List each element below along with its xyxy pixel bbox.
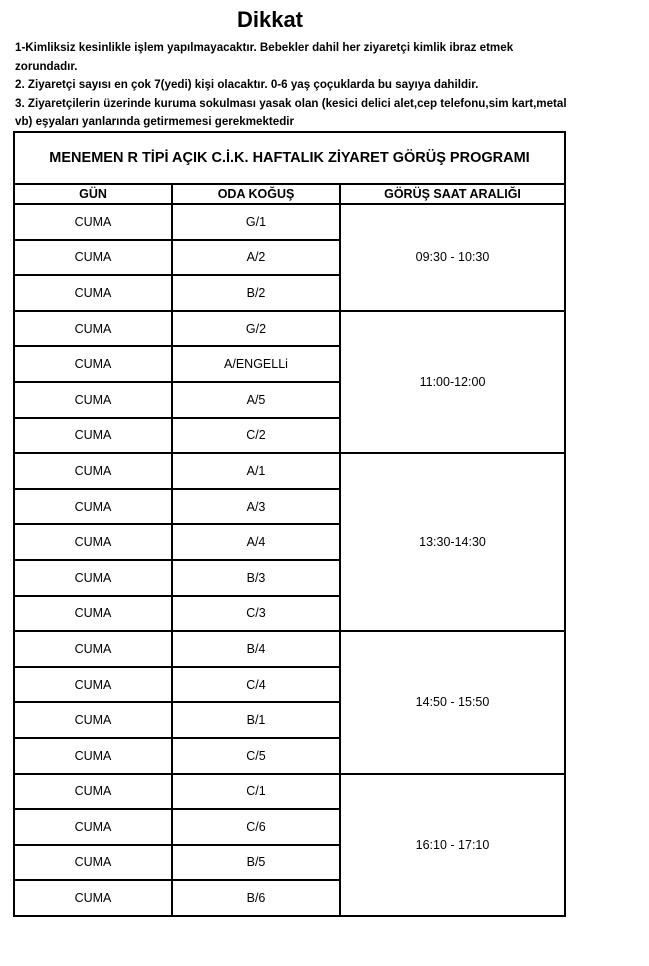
day-cell: CUMA <box>14 311 172 347</box>
day-cell: CUMA <box>14 204 172 240</box>
table-row <box>14 631 565 667</box>
room-cell: C/4 <box>172 667 340 703</box>
note-1: 1-Kimliksiz kesinlikle işlem yapılmayacaktır. Bebekler dahil her ziyaretçi kimlik ibraz etmek zorundadır. <box>15 41 514 73</box>
room-cell: G/1 <box>172 204 340 240</box>
day-cell: CUMA <box>14 631 172 667</box>
note-3: 3. Ziyaretçilerin üzerinde kuruma sokulması yasak olan (kesici delici alet,cep telefonu,sim kart,metal vb) eşyaları yanlarında getirmemesi gerekmektedir <box>15 96 567 129</box>
day-cell: CUMA <box>14 240 172 276</box>
column-header-room: ODA KOĞUŞ <box>172 184 340 204</box>
room-cell: B/1 <box>172 702 340 738</box>
time-slot-cell: 09:30 - 10:30 <box>340 204 565 311</box>
day-cell: CUMA <box>14 453 172 489</box>
room-cell: C/2 <box>172 418 340 454</box>
room-cell: A/1 <box>172 453 340 489</box>
room-cell: A/5 <box>172 382 340 418</box>
room-cell: B/5 <box>172 845 340 881</box>
day-cell: CUMA <box>14 738 172 774</box>
table-heading: MENEMEN R TİPİ AÇIK C.İ.K. HAFTALIK ZİYARET GÖRÜŞ PROGRAMI <box>14 132 565 184</box>
day-cell: CUMA <box>14 809 172 845</box>
day-cell: CUMA <box>14 418 172 454</box>
room-cell: C/1 <box>172 774 340 810</box>
notes-block <box>15 39 575 132</box>
day-cell: CUMA <box>14 845 172 881</box>
note-2: 2. Ziyaretçi sayısı en çok 7(yedi) kişi olacaktır. 0-6 yaş çoçuklarda bu sayıya dahildir. <box>15 78 479 92</box>
room-cell: B/6 <box>172 880 340 916</box>
day-cell: CUMA <box>14 346 172 382</box>
column-header-day: GÜN <box>14 184 172 204</box>
day-cell: CUMA <box>14 489 172 525</box>
time-slot-cell: 14:50 - 15:50 <box>340 631 565 773</box>
room-cell: A/4 <box>172 524 340 560</box>
day-cell: CUMA <box>14 382 172 418</box>
time-slot-cell: 16:10 - 17:10 <box>340 774 565 916</box>
table-row <box>14 204 565 240</box>
day-cell: CUMA <box>14 524 172 560</box>
day-cell: CUMA <box>14 774 172 810</box>
table-body <box>14 204 565 916</box>
room-cell: A/ENGELLi <box>172 346 340 382</box>
day-cell: CUMA <box>14 702 172 738</box>
room-cell: B/4 <box>172 631 340 667</box>
table-row <box>14 453 565 489</box>
day-cell: CUMA <box>14 880 172 916</box>
column-header-time: GÖRÜŞ SAAT ARALIĞI <box>340 184 565 204</box>
visit-schedule-table <box>13 131 566 917</box>
room-cell: A/3 <box>172 489 340 525</box>
day-cell: CUMA <box>14 275 172 311</box>
room-cell: B/2 <box>172 275 340 311</box>
room-cell: G/2 <box>172 311 340 347</box>
room-cell: C/5 <box>172 738 340 774</box>
room-cell: C/6 <box>172 809 340 845</box>
time-slot-cell: 11:00-12:00 <box>340 311 565 453</box>
day-cell: CUMA <box>14 596 172 632</box>
room-cell: B/3 <box>172 560 340 596</box>
time-slot-cell: 13:30-14:30 <box>340 453 565 631</box>
day-cell: CUMA <box>14 667 172 703</box>
room-cell: C/3 <box>172 596 340 632</box>
table-row <box>14 774 565 810</box>
page-title: Dikkat <box>236 7 304 32</box>
day-cell: CUMA <box>14 560 172 596</box>
table-row <box>14 311 565 347</box>
room-cell: A/2 <box>172 240 340 276</box>
